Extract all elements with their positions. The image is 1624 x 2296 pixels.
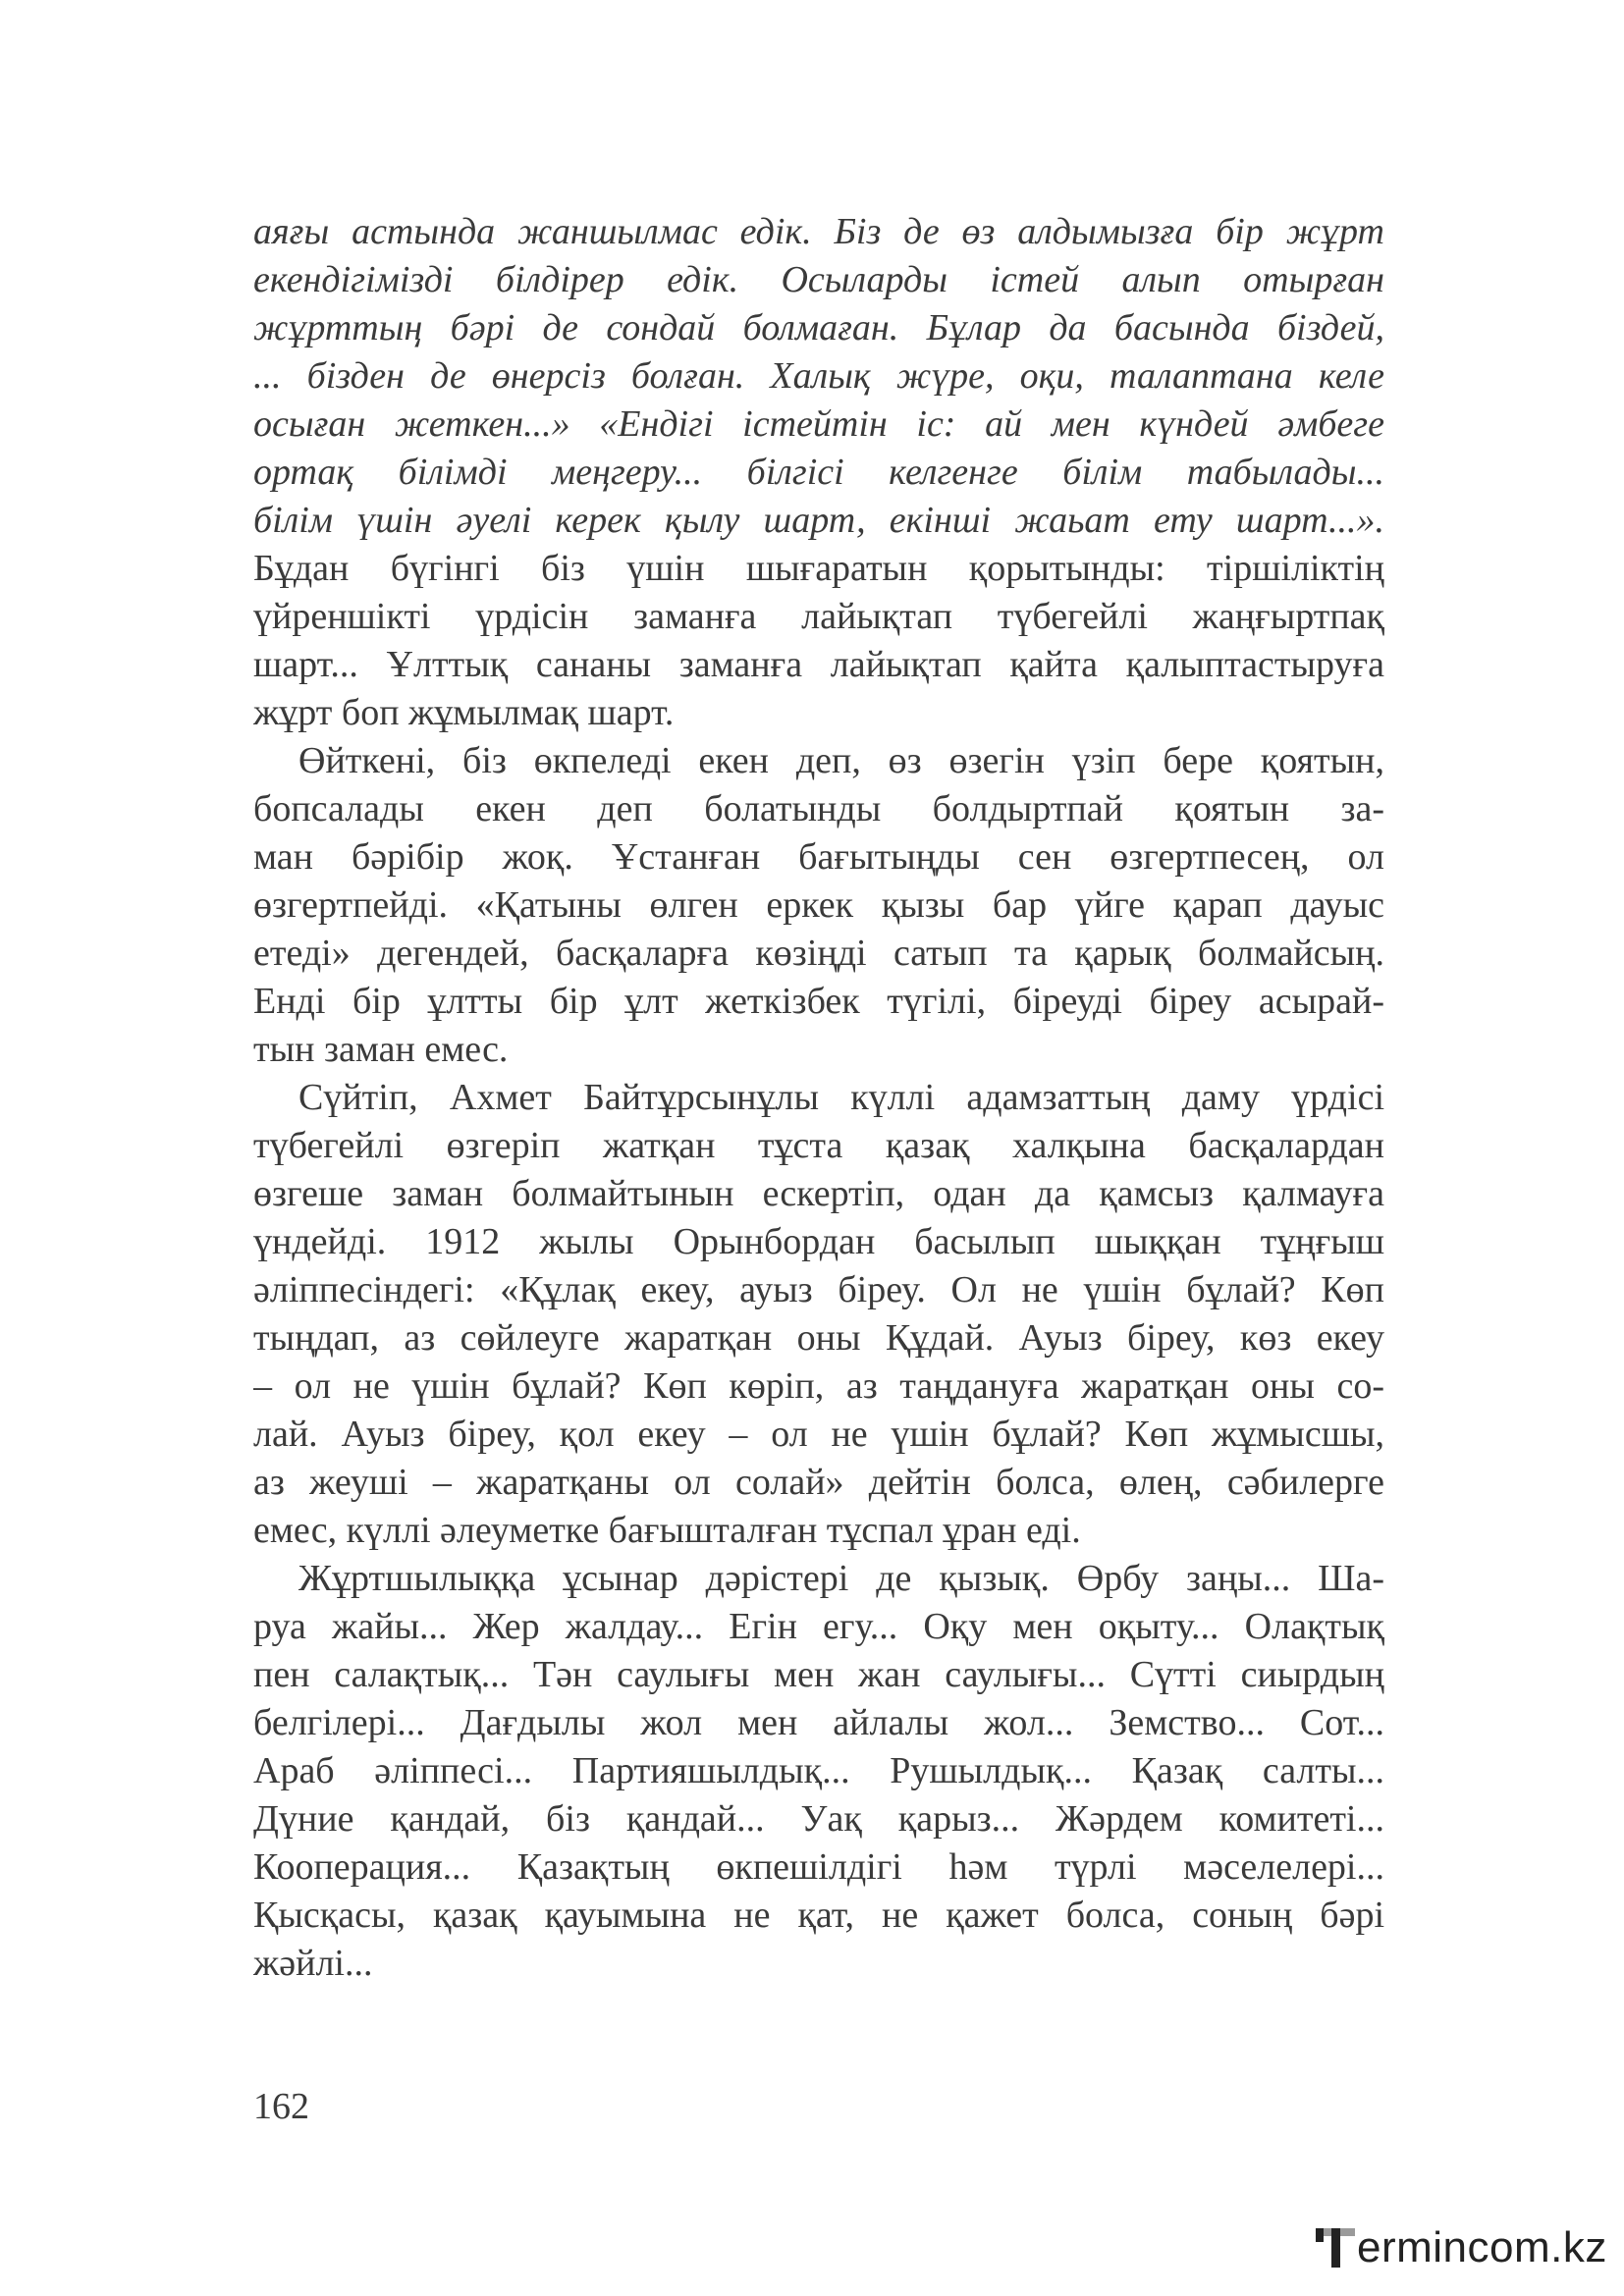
watermark-t-logo-icon — [1314, 2226, 1361, 2271]
text-line: пен салақтық... Тән саулығы мен жан саулығы... Сүтті сиырдың — [253, 1654, 1384, 1695]
text-line: Енді бір ұлтты бір ұлт жеткізбек түгілі, біреуді біреу асырай- — [253, 981, 1384, 1022]
termincom-watermark — [1314, 2220, 1608, 2275]
page-number: 162 — [253, 2086, 309, 2127]
text-line: руа жайы... Жер жалдау... Егін егу... Оқу мен оқыту... Олақтық — [253, 1606, 1384, 1647]
text-line: түбегейлі өзгеріп жатқан тұста қазақ халқына басқалардан — [253, 1125, 1384, 1166]
text-line: үйреншікті үрдісін заманға лайықтап түбегейлі жаңғыртпақ — [253, 596, 1384, 637]
text-line: үндейді. 1912 жылы Орынбордан басылып шыққан тұңғыш — [253, 1221, 1384, 1262]
paragraph-first-line: Сүйтіп, Ахмет Байтұрсынұлы күллі адамзаттың даму үрдісі — [298, 1077, 1384, 1118]
text-line: жұрт боп жұмылмақ шарт. — [253, 692, 675, 733]
text-line: ... бізден де өнерсіз болған. Халық жүре, оқи, талаптана келе — [253, 355, 1384, 397]
text-line: ман бәрібір жоқ. Ұстанған бағытыңды сен өзгертпесең, ол — [253, 836, 1384, 878]
watermark-text: ermincom.kz — [1357, 2223, 1607, 2271]
text-line: өзгертпейді. «Қатыны өлген еркек қызы бар үйге қарап дауыс — [253, 884, 1384, 926]
text-line: белгілері... Дағдылы жол мен айлалы жол... Земство... Сот... — [253, 1702, 1384, 1743]
text-line: екендігімізді білдірер едік. Осыларды істей алып отырған — [253, 259, 1384, 300]
text-line: шарт... Ұлттық сананы заманға лайықтап қайта қалыптастыруға — [253, 644, 1384, 685]
text-line: етеді» дегендей, басқаларға көзіңді сатып та қарық болмайсың. — [253, 933, 1384, 974]
text-line: осыған жеткен...» «Ендігі істейтін іс: ай мен күндей әмбеге — [253, 403, 1384, 445]
text-line: бопсалады екен деп болатынды болдыртпай қоятын за- — [253, 788, 1384, 829]
text-line: ортақ білімді меңгеру... білгісі келгенге білім табылады... — [253, 452, 1384, 493]
text-line: тын заман емес. — [253, 1029, 509, 1070]
text-line: Бұдан бүгінгі біз үшін шығаратын қорытынды: тіршіліктің — [253, 548, 1384, 589]
text-line: Кооперация... Қазақтың өкпешілдігі һәм түрлі мәселелері... — [253, 1846, 1384, 1888]
text-line: лай. Ауыз біреу, қол екеу – ол не үшін бұлай? Көп жұмысшы, — [253, 1414, 1384, 1455]
text-line: – ол не үшін бұлай? Көп көріп, аз таңдануға жаратқан оны со- — [253, 1365, 1384, 1407]
page-body — [253, 208, 1384, 1988]
paragraph-first-line: Өйткені, біз өкпеледі екен деп, өз өзегін үзіп бере қоятын, — [298, 740, 1384, 781]
text-line: білім үшін әуелі керек қылу шарт, екінші жаьат ету шарт...». — [253, 500, 1384, 541]
text-line: тыңдап, аз сөйлеуге жаратқан оны Құдай. Ауыз біреу, көз екеу — [253, 1317, 1384, 1359]
text-line: жұрттың бәрі де сондай болмаған. Бұлар да басында біздей, — [253, 307, 1384, 348]
text-line: аяғы астында жаншылмас едік. Біз де өз алдымызға бір жұрт — [253, 211, 1384, 252]
text-line: әліппесіндегі: «Құлақ екеу, ауыз біреу. Ол не үшін бұлай? Көп — [253, 1269, 1384, 1310]
text-line: жәйлі... — [253, 1943, 373, 1984]
text-line: Араб әліппесі... Партияшылдық... Рушылдық... Қазақ салты... — [253, 1750, 1384, 1791]
paragraph-first-line: Жұртшылыққа ұсынар дәрістері де қызық. Өрбу заңы... Ша- — [298, 1558, 1384, 1599]
text-line: өзгеше заман болмайтынын ескертіп, одан да қамсыз қалмауға — [253, 1173, 1384, 1214]
text-line: аз жеуші – жаратқаны ол солай» дейтін болса, өлең, сәбилерге — [253, 1462, 1384, 1503]
text-line: Қысқасы, қазақ қауымына не қат, не қажет болса, соның бәрі — [253, 1895, 1384, 1936]
text-line: емес, күллі әлеуметке бағышталған тұспал ұран еді. — [253, 1510, 1081, 1551]
text-line: Дүние қандай, біз қандай... Уақ қарыз... Жәрдем комитеті... — [253, 1798, 1384, 1840]
